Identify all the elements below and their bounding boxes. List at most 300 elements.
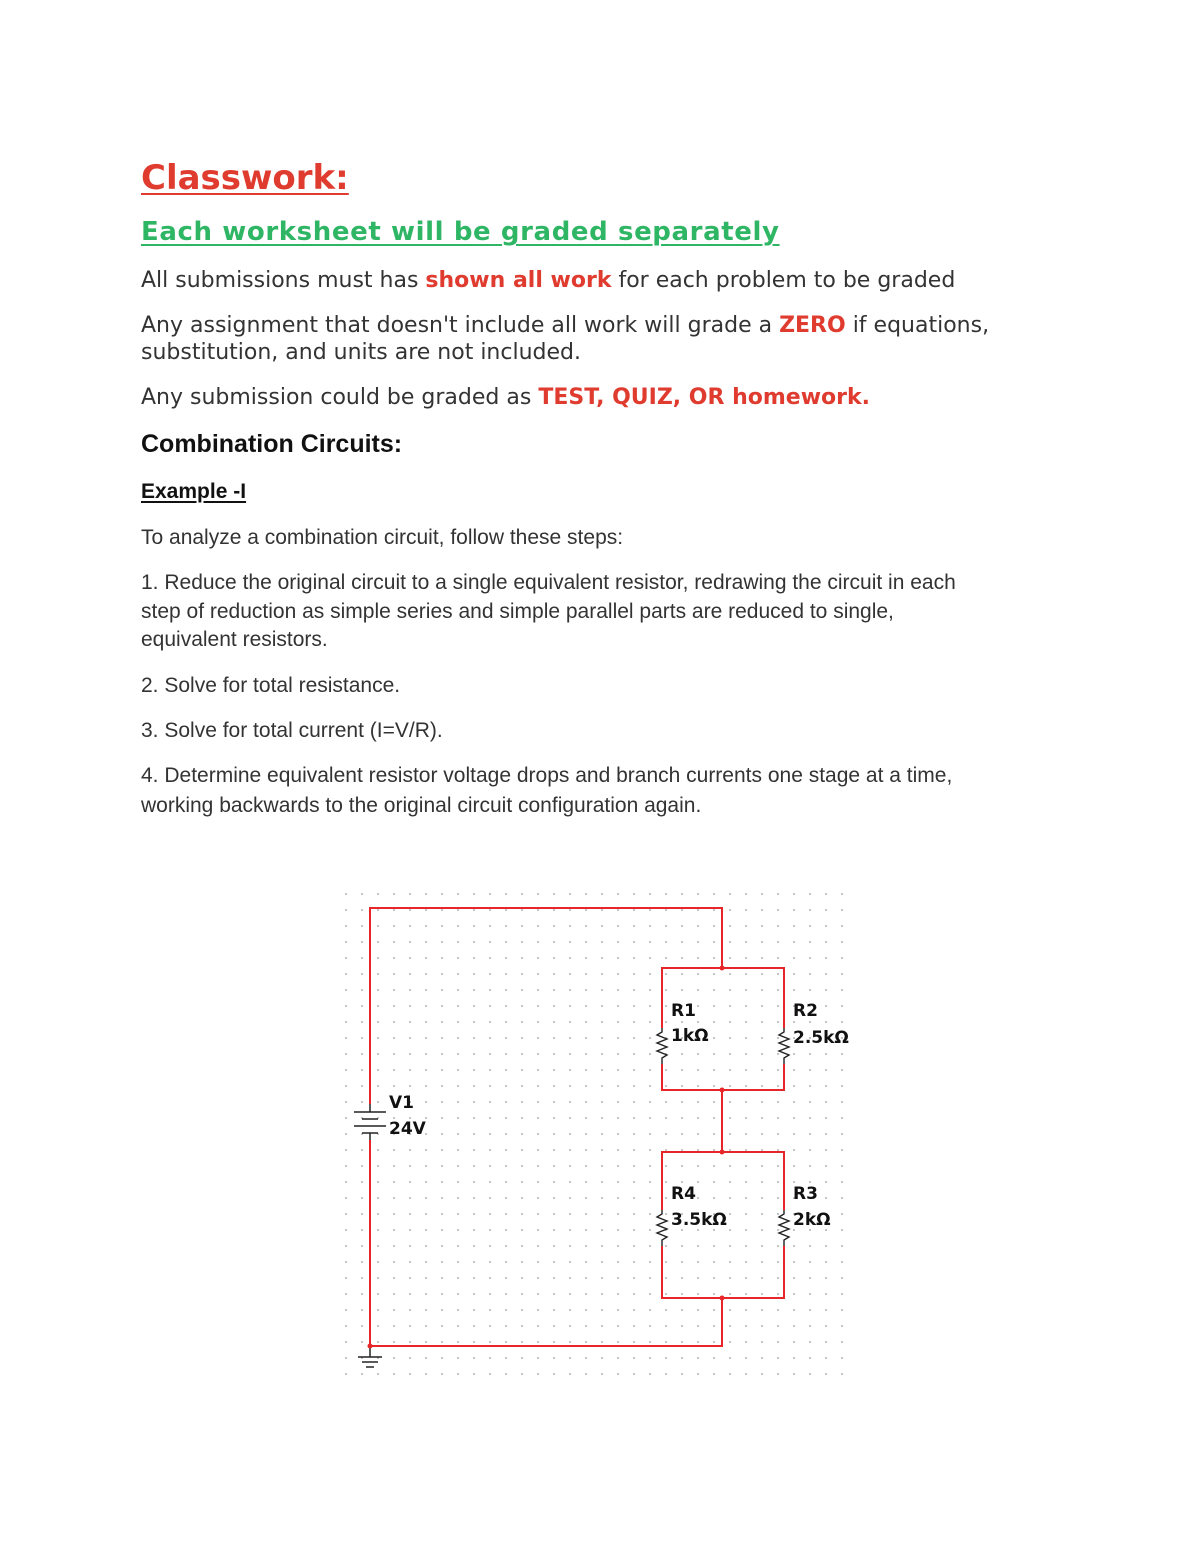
grid-dot: [649, 989, 651, 991]
grid-dot: [729, 989, 731, 991]
grid-dot: [457, 1197, 459, 1199]
grid-dot: [569, 893, 571, 895]
grid-dot: [761, 1165, 763, 1167]
grid-dot: [825, 1261, 827, 1263]
grid-dot: [825, 1325, 827, 1327]
grid-dot: [521, 1165, 523, 1167]
grid-dot: [505, 1229, 507, 1231]
grid-dot: [585, 1213, 587, 1215]
grid-dot: [537, 1165, 539, 1167]
grid-dot: [777, 941, 779, 943]
grid-dot: [345, 1021, 347, 1023]
grid-dot: [601, 1133, 603, 1135]
grid-dot: [617, 1037, 619, 1039]
grid-dot: [473, 957, 475, 959]
grid-dot: [393, 925, 395, 927]
grid-dot: [649, 1197, 651, 1199]
grid-dot: [649, 1037, 651, 1039]
grid-dot: [489, 973, 491, 975]
grid-dot: [473, 1149, 475, 1151]
grid-dot: [777, 957, 779, 959]
grid-dot: [729, 973, 731, 975]
grid-dot: [473, 893, 475, 895]
grid-dot: [409, 1149, 411, 1151]
grid-dot: [537, 1005, 539, 1007]
grid-dot: [425, 1149, 427, 1151]
grid-dot: [617, 957, 619, 959]
grid-dot: [665, 1149, 667, 1151]
grid-dot: [361, 989, 363, 991]
grid-dot: [841, 1213, 843, 1215]
rule-text: if equations,: [845, 313, 990, 338]
grid-dot: [361, 1069, 363, 1071]
grid-dot: [745, 1069, 747, 1071]
grid-dot: [729, 1373, 731, 1375]
grid-dot: [697, 1069, 699, 1071]
grid-dot: [553, 1213, 555, 1215]
grid-dot: [601, 989, 603, 991]
grid-dot: [825, 941, 827, 943]
grid-dot: [649, 1325, 651, 1327]
grid-dot: [505, 1085, 507, 1087]
grid-dot: [761, 1373, 763, 1375]
grid-dot: [793, 1293, 795, 1295]
grid-dot: [681, 893, 683, 895]
grid-dot: [633, 1181, 635, 1183]
grid-dot: [713, 1309, 715, 1311]
resistor-value: 2.5kΩ: [793, 1028, 849, 1048]
grid-dot: [697, 1357, 699, 1359]
grid-dot: [777, 1357, 779, 1359]
grid-dot: [409, 1277, 411, 1279]
grid-dot: [729, 1149, 731, 1151]
grid-dot: [841, 925, 843, 927]
grid-dot: [521, 1005, 523, 1007]
grid-dot: [473, 973, 475, 975]
grid-dot: [345, 1325, 347, 1327]
grid-dot: [617, 1373, 619, 1375]
grid-dot: [537, 1309, 539, 1311]
grid-dot: [521, 1037, 523, 1039]
grid-dot: [665, 1101, 667, 1103]
grid-dot: [649, 1213, 651, 1215]
grid-dot: [793, 1165, 795, 1167]
grid-dot: [409, 1021, 411, 1023]
grid-dot: [425, 1181, 427, 1183]
grid-dot: [393, 973, 395, 975]
grid-dot: [649, 1021, 651, 1023]
grid-dot: [457, 1245, 459, 1247]
grid-dot: [585, 909, 587, 911]
grid-dot: [729, 1165, 731, 1167]
grid-dot: [713, 1069, 715, 1071]
grid-dot: [729, 1005, 731, 1007]
grid-dot: [521, 909, 523, 911]
grid-dot: [441, 989, 443, 991]
grid-dot: [681, 1357, 683, 1359]
grid-dot: [825, 1069, 827, 1071]
grid-dot: [441, 1197, 443, 1199]
grid-dot: [489, 1341, 491, 1343]
grid-dot: [489, 1213, 491, 1215]
grid-dot: [569, 1181, 571, 1183]
grid-dot: [489, 1117, 491, 1119]
grid-dot: [777, 1005, 779, 1007]
grid-dot: [649, 941, 651, 943]
grid-dot: [425, 1245, 427, 1247]
grid-dot: [393, 1341, 395, 1343]
grid-dot: [793, 973, 795, 975]
grid-dot: [457, 925, 459, 927]
grid-dot: [409, 1037, 411, 1039]
grid-dot: [745, 1245, 747, 1247]
grid-dot: [681, 1181, 683, 1183]
grid-dot: [809, 1117, 811, 1119]
grid-dot: [521, 1085, 523, 1087]
grid-dot: [809, 1069, 811, 1071]
grid-dot: [505, 1101, 507, 1103]
grid-dot: [537, 1133, 539, 1135]
grid-dot: [409, 1181, 411, 1183]
grid-dot: [457, 1133, 459, 1135]
grid-dot: [617, 1197, 619, 1199]
grid-dot: [393, 1245, 395, 1247]
grid-dot: [425, 1005, 427, 1007]
grid-dot: [457, 1341, 459, 1343]
grid-dot: [841, 1117, 843, 1119]
grid-dot: [457, 1357, 459, 1359]
grid-dot: [681, 909, 683, 911]
grid-dot: [777, 1053, 779, 1055]
grid-dot: [393, 1037, 395, 1039]
grid-dot: [345, 1293, 347, 1295]
grid-dot: [521, 893, 523, 895]
grid-dot: [729, 1101, 731, 1103]
grid-dot: [457, 1165, 459, 1167]
grid-dot: [633, 1005, 635, 1007]
grid-dot: [761, 957, 763, 959]
grid-dot: [617, 893, 619, 895]
grid-dot: [665, 1357, 667, 1359]
grid-dot: [601, 1341, 603, 1343]
grid-dot: [521, 1213, 523, 1215]
grid-dot: [425, 1037, 427, 1039]
grid-dot: [697, 1341, 699, 1343]
grid-dot: [441, 1245, 443, 1247]
grid-dot: [425, 1069, 427, 1071]
grid-dot: [473, 1261, 475, 1263]
grid-dot: [713, 1165, 715, 1167]
grid-dot: [569, 1133, 571, 1135]
grid-dot: [585, 1069, 587, 1071]
grid-dot: [473, 1325, 475, 1327]
grid-dot: [697, 1149, 699, 1151]
grid-dot: [441, 1309, 443, 1311]
grid-dot: [601, 1293, 603, 1295]
grid-dot: [713, 1293, 715, 1295]
resistor-r2-icon: [779, 1028, 789, 1064]
wire-top: [370, 908, 722, 1104]
grid-dot: [841, 1149, 843, 1151]
grid-dot: [841, 1197, 843, 1199]
grid-dot: [713, 1341, 715, 1343]
grid-dot: [777, 1341, 779, 1343]
grid-dot: [569, 957, 571, 959]
grid-dot: [489, 893, 491, 895]
grid-dot: [681, 1021, 683, 1023]
grid-dot: [425, 1341, 427, 1343]
grid-dot: [729, 1245, 731, 1247]
grid-dot: [393, 957, 395, 959]
grid-dot: [569, 1261, 571, 1263]
grid-dot: [489, 1197, 491, 1199]
grid-dot: [601, 1149, 603, 1151]
grid-dot: [809, 1341, 811, 1343]
grid-dot: [745, 1053, 747, 1055]
grid-dot: [505, 1181, 507, 1183]
grid-dot: [393, 1053, 395, 1055]
grid-dot: [409, 1293, 411, 1295]
grid-dot: [793, 1069, 795, 1071]
grid-dot: [345, 1261, 347, 1263]
grid-dot: [601, 1357, 603, 1359]
grid-dot: [553, 1277, 555, 1279]
grid-dot: [697, 1005, 699, 1007]
grid-dot: [489, 1181, 491, 1183]
grid-dot: [825, 1053, 827, 1055]
grid-dot: [617, 925, 619, 927]
grid-dot: [761, 1261, 763, 1263]
grid-dot: [713, 1181, 715, 1183]
grid-dot: [761, 989, 763, 991]
grid-dot: [809, 1085, 811, 1087]
grid-dot: [761, 1357, 763, 1359]
grid-dot: [425, 1085, 427, 1087]
grid-dot: [537, 1357, 539, 1359]
grid-dot: [793, 941, 795, 943]
grid-dot: [649, 1293, 651, 1295]
grid-dot: [425, 1229, 427, 1231]
grid-dot: [649, 1229, 651, 1231]
grid-dot: [553, 1229, 555, 1231]
grid-dot: [633, 1117, 635, 1119]
grid-dot: [841, 909, 843, 911]
grid-dot: [649, 1101, 651, 1103]
grid-dot: [697, 941, 699, 943]
grid-dot: [633, 1101, 635, 1103]
grid-dot: [601, 1101, 603, 1103]
grid-dot: [585, 989, 587, 991]
grid-dot: [361, 909, 363, 911]
grid-dot: [665, 1181, 667, 1183]
grid-dot: [553, 1053, 555, 1055]
grid-dot: [777, 1133, 779, 1135]
grid-dot: [729, 957, 731, 959]
grid-dot: [697, 1293, 699, 1295]
grid-dot: [761, 1181, 763, 1183]
grid-dot: [697, 1309, 699, 1311]
grid-dot: [665, 1309, 667, 1311]
grid-dot: [345, 1037, 347, 1039]
grid-dot: [793, 1325, 795, 1327]
grid-dot: [745, 1277, 747, 1279]
grid-dot: [489, 1293, 491, 1295]
grid-dot: [537, 1277, 539, 1279]
grid-dot: [777, 1101, 779, 1103]
grid-dot: [617, 1021, 619, 1023]
grid-dot: [505, 1133, 507, 1135]
grid-dot: [729, 1293, 731, 1295]
grid-dot: [521, 1133, 523, 1135]
grid-dot: [361, 925, 363, 927]
grid-dot: [425, 925, 427, 927]
grid-dot: [393, 1165, 395, 1167]
grid-dot: [585, 1373, 587, 1375]
grid-dot: [569, 909, 571, 911]
grid-dot: [393, 893, 395, 895]
grid-dot: [489, 1373, 491, 1375]
grid-dot: [729, 1037, 731, 1039]
resistor-name: R1: [671, 1001, 696, 1021]
grid-dot: [377, 909, 379, 911]
grid-dot: [633, 1165, 635, 1167]
grid-dot: [681, 1149, 683, 1151]
grid-dot: [745, 1101, 747, 1103]
grid-dot: [537, 1085, 539, 1087]
grid-dot: [825, 1165, 827, 1167]
rule-show-work: [141, 268, 955, 293]
rule-text: Any submission could be graded as: [141, 385, 539, 410]
grid-dot: [633, 1357, 635, 1359]
grid-dot: [361, 1293, 363, 1295]
grid-dot: [441, 909, 443, 911]
grid-dot: [681, 1325, 683, 1327]
grid-dot: [457, 909, 459, 911]
grid-dot: [825, 1117, 827, 1119]
grid-dot: [697, 1373, 699, 1375]
grid-dot: [809, 1181, 811, 1183]
grid-dot: [489, 1245, 491, 1247]
grid-dot: [633, 1373, 635, 1375]
grid-dot: [537, 1325, 539, 1327]
grid-dot: [633, 1277, 635, 1279]
grid-dot: [377, 1277, 379, 1279]
grid-dot: [681, 973, 683, 975]
grid-dot: [569, 1053, 571, 1055]
grid-dot: [569, 1021, 571, 1023]
grid-dot: [441, 1133, 443, 1135]
grid-dot: [713, 925, 715, 927]
grid-dot: [569, 1197, 571, 1199]
grid-dot: [729, 1357, 731, 1359]
grid-dot: [825, 1245, 827, 1247]
grid-dot: [473, 1005, 475, 1007]
grid-dot: [841, 1021, 843, 1023]
grid-dot: [393, 1181, 395, 1183]
grid-dot: [377, 1197, 379, 1199]
grid-dot: [825, 1373, 827, 1375]
grid-dot: [633, 973, 635, 975]
grid-dot: [553, 1133, 555, 1135]
grid-dot: [505, 1053, 507, 1055]
grid-dot: [393, 941, 395, 943]
grid-dot: [345, 1213, 347, 1215]
junction-dot: [368, 1344, 373, 1349]
grid-dot: [473, 909, 475, 911]
grid-dot: [361, 1213, 363, 1215]
grid-dot: [569, 1069, 571, 1071]
grid-dot: [585, 1005, 587, 1007]
grid-dot: [697, 1021, 699, 1023]
resistor-name: R4: [671, 1184, 696, 1204]
grid-dot: [569, 1373, 571, 1375]
grid-dot: [537, 925, 539, 927]
grid-dot: [601, 1325, 603, 1327]
grid-dot: [729, 893, 731, 895]
grid-dot: [377, 1005, 379, 1007]
grid-dot: [745, 1085, 747, 1087]
grid-dot: [553, 1293, 555, 1295]
grid-dot: [361, 893, 363, 895]
grid-dot: [409, 909, 411, 911]
grid-dot: [553, 1101, 555, 1103]
grid-dot: [825, 1357, 827, 1359]
grid-dot: [473, 1021, 475, 1023]
grid-dot: [553, 957, 555, 959]
grid-dot: [825, 893, 827, 895]
grid-dot: [649, 1053, 651, 1055]
grid-dot: [649, 1245, 651, 1247]
grid-dot: [505, 1037, 507, 1039]
grid-dot: [489, 1261, 491, 1263]
grid-dot: [345, 973, 347, 975]
grid-dot: [649, 1005, 651, 1007]
grid-dot: [553, 973, 555, 975]
grid-dot: [825, 989, 827, 991]
grid-dot: [761, 1149, 763, 1151]
grid-dot: [649, 893, 651, 895]
grid-dot: [473, 1277, 475, 1279]
grid-dot: [761, 1213, 763, 1215]
grid-dot: [665, 909, 667, 911]
grid-dot: [729, 1181, 731, 1183]
grid-dot: [393, 1261, 395, 1263]
grid-dot: [809, 1309, 811, 1311]
grid-dot: [521, 957, 523, 959]
grid-dot: [617, 973, 619, 975]
grid-dot: [457, 1373, 459, 1375]
grid-dot: [841, 1229, 843, 1231]
grid-dot: [585, 1197, 587, 1199]
grid-dot: [761, 1325, 763, 1327]
grid-dot: [553, 1197, 555, 1199]
grid-dot: [761, 925, 763, 927]
grid-dot: [409, 1261, 411, 1263]
grid-dot: [617, 1117, 619, 1119]
grid-dot: [553, 909, 555, 911]
grid-dot: [473, 1069, 475, 1071]
grid-dot: [409, 1069, 411, 1071]
grid-dot: [761, 1085, 763, 1087]
grid-dot: [793, 989, 795, 991]
grid-dot: [713, 957, 715, 959]
grid-dot: [521, 973, 523, 975]
grid-dot: [809, 957, 811, 959]
grid-dot: [425, 1325, 427, 1327]
grid-dot: [425, 1101, 427, 1103]
grid-dot: [457, 973, 459, 975]
grid-dot: [841, 1005, 843, 1007]
